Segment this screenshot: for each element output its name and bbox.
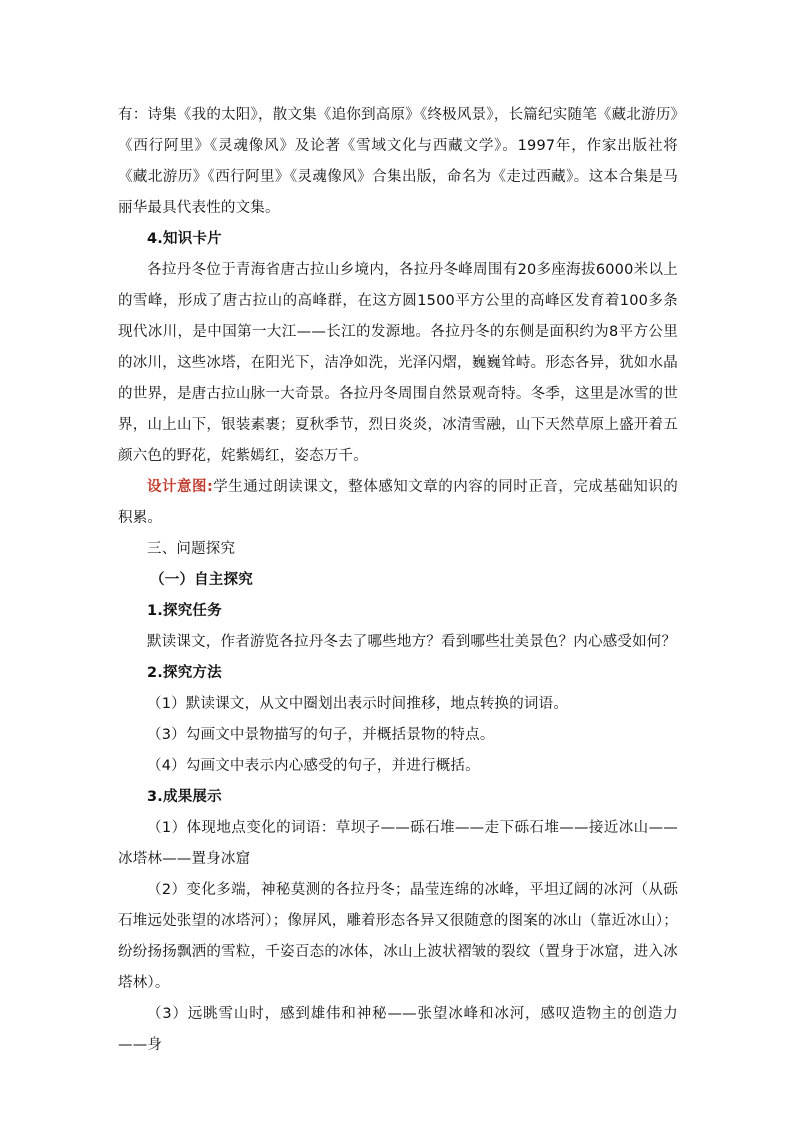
result-item-2: （2）变化多端，神秘莫测的各拉丹冬；晶莹连绵的冰峰，平坦辽阔的冰河（从砾石堆远处张望的冰塔河）；像屏风，雕着形态各异又很随意的图案的冰山（靠近冰山）；纷纷扬扬飘洒的雪粒，千姿百态的冰体，冰山上波状褶皱的裂纹（置身于冰窟，进入冰塔林）。 xyxy=(118,882,678,991)
author-works-paragraph: 有：诗集《我的太阳》，散文集《追你到高原》《终极风景》，长篇纪实随笔《藏北游历》《西行阿里》《灵魂像风》及论著《雪域文化与西藏文学》。1997年，作家出版社将《藏北游历》《西行阿里》《灵魂像风》合集出版，命名为《走过西藏》。这本合集是马丽华最具代表性的文集。 xyxy=(118,107,678,216)
design-intent-text: 学生通过朗读课文，整体感知文章的内容的同时正音，完成基础知识的积累。 xyxy=(118,479,678,526)
knowledge-card-paragraph: 各拉丹冬位于青海省唐古拉山乡境内，各拉丹冬峰周围有20多座海拔6000米以上的雪峰，形成了唐古拉山的高峰群，在这方圆1500平方公里的高峰区发育着100多条现代冰川，是中国第一大江——长江的发源地。各拉丹冬的东侧是面积约为8平方公里的冰川，这些冰塔，在阳光下，洁净如洗，光泽闪熠，巍巍耸峙。形态各异，犹如水晶的世界，是唐古拉山脉一大奇景。各拉丹冬周围自然景观奇特。冬季，这里是冰雪的世界，山上山下，银装素裹；夏秋季节，烈日炎炎，冰清雪融，山下天然草原上盛开着五颜六色的野花，姹紫嫣红，姿态万千。 xyxy=(118,262,678,464)
method-item-4: （4）勾画文中表示内心感受的句子，并进行概括。 xyxy=(147,758,480,774)
method-item-1: （1）默读课文，从文中圈划出表示时间推移，地点转换的词语。 xyxy=(147,696,569,712)
result-item-1: （1）体现地点变化的词语：草坝子——砾石堆——走下砾石堆——接近冰山——冰塔林——置身冰窟 xyxy=(118,820,678,867)
result-heading: 3.成果展示 xyxy=(147,789,222,805)
section-three-heading: 三、问题探究 xyxy=(147,541,236,557)
knowledge-card-heading: 4.知识卡片 xyxy=(147,231,222,247)
task-heading: 1.探究任务 xyxy=(147,603,222,619)
method-item-3: （3）勾画文中景物描写的句子，并概括景物的特点。 xyxy=(147,727,495,743)
result-item-3: （3）远眺雪山时，感到雄伟和神秘——张望冰峰和冰河，感叹造物主的创造力——身 xyxy=(118,1006,678,1053)
task-paragraph: 默读课文，作者游览各拉丹冬去了哪些地方？看到哪些壮美景色？内心感受如何？ xyxy=(147,634,677,650)
self-inquiry-subheading: （一）自主探究 xyxy=(150,572,253,588)
design-intent-paragraph xyxy=(118,472,678,534)
design-intent-label: 设计意图: xyxy=(147,479,213,495)
method-heading: 2.探究方法 xyxy=(147,665,222,681)
document-body xyxy=(118,100,678,1061)
